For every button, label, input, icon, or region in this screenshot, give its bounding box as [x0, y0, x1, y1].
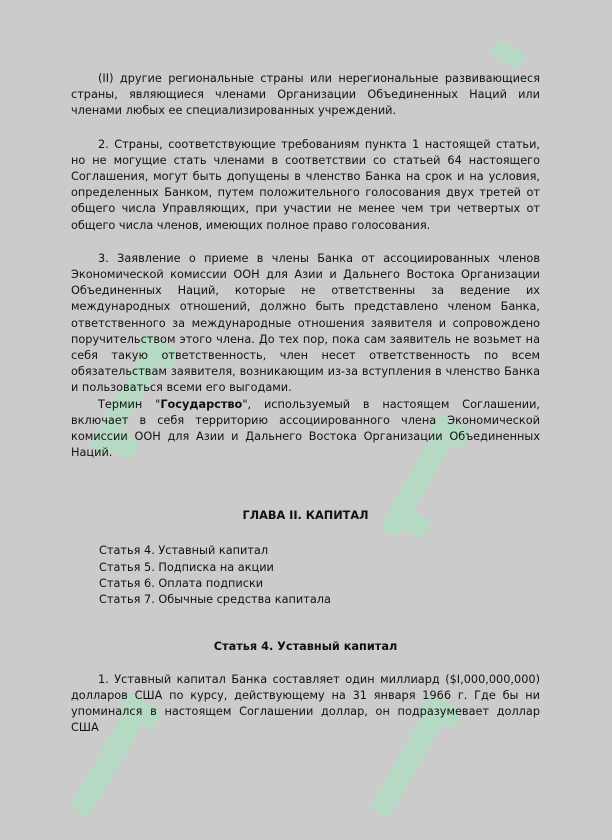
paragraph-2: 2. Страны, соответствующие требованиям пункта 1 настоящей статьи, но не могущие стать членами в соответствии со статьей 64 настоящего Соглашения, могут быть допущены в членство Банка на срок и на условия, определенных Банком, путем положительного голосования двух третей от общего числа Управляющих, при участии не менее чем три четвертых от общего числа членов, имеющих полное право голосования.: [71, 137, 540, 232]
toc-item-article-4: Статья 4. Уставный капитал: [99, 544, 269, 558]
toc-item-article-5: Статья 5. Подписка на акции: [99, 560, 274, 574]
toc-item-article-7: Статья 7. Обычные средства капитала: [99, 593, 331, 607]
paragraph-3: 3. Заявление о приеме в члены Банка от ассоциированных членов Экономической комиссии ООН для Азии и Дальнего Востока Организации Объединенных Наций, которые не ответственны за ведение их международных отношений, должно быть представлено членом Банка, ответственного за международные отношения заявителя и сопровождено поручительством этого члена. До тех пор, пока сам заявитель не возьмет на себя такую ответственность, член несет ответственность по всем обязательствам заявителя, возникающим из-за вступления в членство Банка и пользоваться всеми его выгодами.: [71, 251, 540, 395]
article-4-paragraph-1: 1. Уставный капитал Банка составляет один миллиард ($I,000,000,000) долларов США по курсу, действующему на 31 января 1966 г. Где бы ни упоминался в настоящем Соглашении доллар, он подразумевает доллар США: [71, 672, 540, 735]
document-body: [71, 71, 540, 736]
article-title: Статья 4. Уставный капитал: [213, 639, 398, 653]
term-state-bold: Государство: [160, 397, 243, 411]
table-of-contents: [71, 543, 540, 608]
chapter-title: ГЛАВА II. КАПИТАЛ: [242, 509, 369, 523]
paragraph-term-definition: Термин "Государство", используемый в настоящем Соглашении, включает в себя территорию ассоциированного члена Экономической комиссии ООН для Азии и Дальнего Востока Организации Объединенных Наций.: [71, 397, 541, 460]
paragraph-1-ii: (II) другие региональные страны или нерегиональные развивающиеся страны, являющиеся членами Организации Объединенных Наций или членами любых ее специализированных учреждений.: [71, 72, 540, 118]
toc-item-article-6: Статья 6. Оплата подписки: [99, 577, 264, 591]
